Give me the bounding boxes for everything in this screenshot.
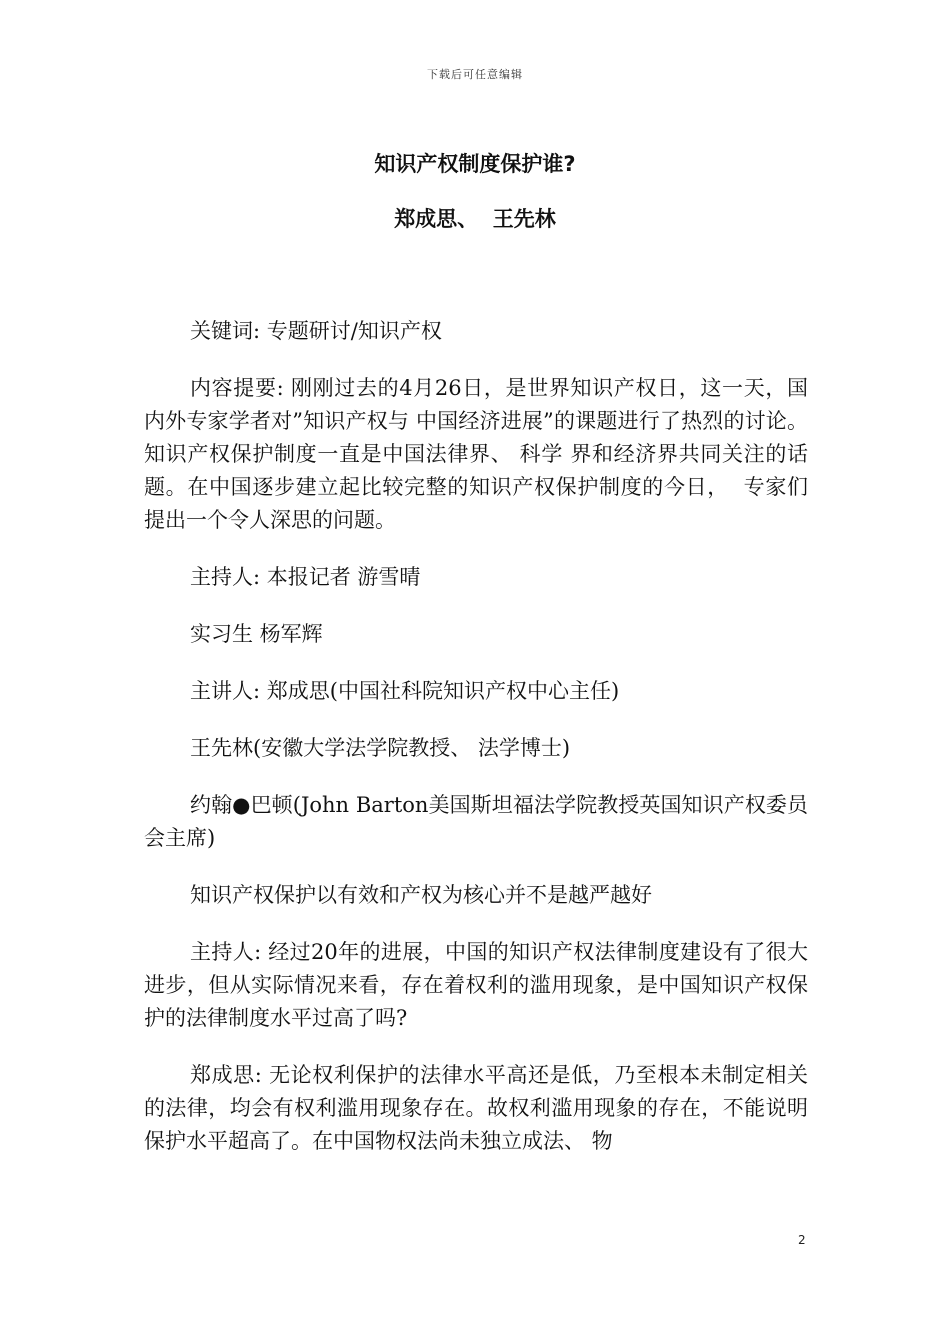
intern-paragraph: 实习生 杨军辉: [190, 622, 323, 646]
keywords-paragraph: 关键词: 专题研讨/知识产权: [190, 319, 442, 343]
section-heading: 知识产权保护以有效和产权为核心并不是越严越好: [190, 883, 652, 907]
speaker-paragraph-3: 约翰●巴顿(John Barton美国斯坦福法学院教授英国知识产权委员会主席): [144, 793, 808, 850]
abstract-paragraph: 内容提要: 刚刚过去的4月26日，是世界知识产权日，这一天，国内外专家学者对”知识产权与 中国经济进展”的课题进行了热烈的讨论。知识产权保护制度一直是中国法律界、 科学 界和经济界共同关注的话题。在中国逐步建立起比较完整的知识产权保护制度的今日， 专家们提出一个令人深思的问题。: [144, 376, 808, 532]
document-body: [144, 315, 808, 1182]
document-authors: 郑成思、 王先林: [394, 207, 556, 231]
answer-paragraph: 郑成思: 无论权利保护的法律水平高还是低，乃至根本未制定相关的法律，均会有权利滥用现象存在。故权利滥用现象的存在，不能说明保护水平超高了。在中国物权法尚未独立成法、 物: [144, 1063, 808, 1153]
host-question-paragraph: 主持人: 经过20年的进展，中国的知识产权法律制度建设有了很大进步，但从实际情况来看，存在着权利的滥用现象，是中国知识产权保护的法律制度水平过高了吗?: [144, 940, 808, 1030]
header-note: 下载后可任意编辑: [427, 68, 523, 81]
page-number: 2: [798, 1233, 806, 1247]
speaker-paragraph-1: 主讲人: 郑成思(中国社科院知识产权中心主任): [190, 679, 620, 703]
speaker-paragraph-2: 王先林(安徽大学法学院教授、 法学博士): [190, 736, 571, 760]
document-title: 知识产权制度保护谁?: [374, 152, 576, 176]
host-paragraph: 主持人: 本报记者 游雪晴: [190, 565, 421, 589]
